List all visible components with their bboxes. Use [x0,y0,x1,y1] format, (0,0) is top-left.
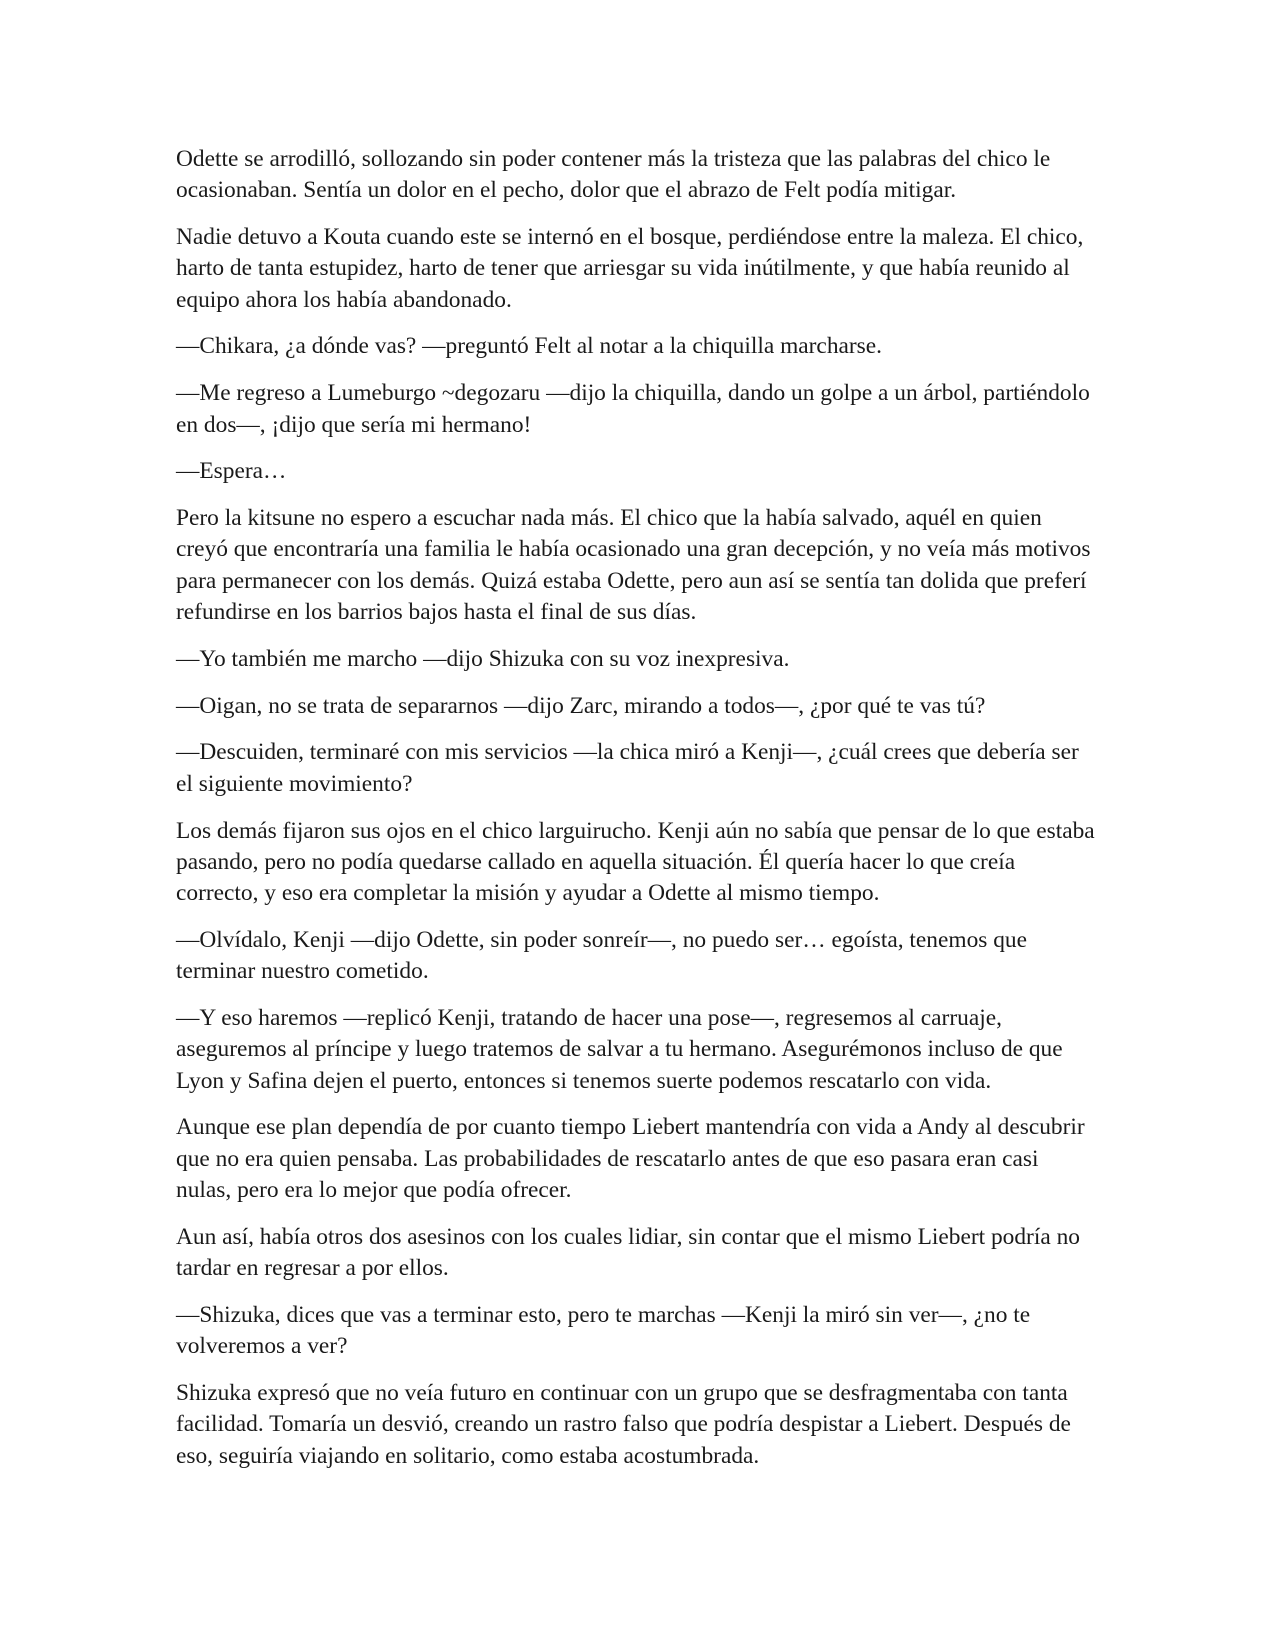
paragraph: —Yo también me marcho —dijo Shizuka con su voz inexpresiva. [176,645,790,672]
paragraph: —Me regreso a Lumeburgo ~degozaru —dijo la chiquilla, dando un golpe a un árbol, partiéndolo en dos—, ¡dijo que sería mi hermano! [176,380,1090,438]
paragraph: Shizuka expresó que no veía futuro en continuar con un grupo que se desfragmentaba con tanta facilidad. Tomaría un desvió, creando un rastro falso que podría despistar a Liebert. Después de eso, seguiría viajando en solitario, como estaba acostumbrada. [176,1380,1071,1469]
paragraph: —Oigan, no se trata de separarnos —dijo Zarc, mirando a todos—, ¿por qué te vas tú? [176,692,986,719]
paragraph: Nadie detuvo a Kouta cuando este se internó en el bosque, perdiéndose entre la maleza. El chico, harto de tanta estupidez, harto de tener que arriesgar su vida inútilmente, y que había reunido al equipo ahora los había abandonado. [176,224,1084,313]
paragraph: —Chikara, ¿a dónde vas? —preguntó Felt al notar a la chiquilla marcharse. [176,333,883,360]
paragraph: Aunque ese plan dependía de por cuanto tiempo Liebert mantendría con vida a Andy al descubrir que no era quien pensaba. Las probabilidades de rescatarlo antes de que eso pasara eran casi nulas, pero era lo mejor que podía ofrecer. [176,1114,1085,1204]
document-body [176,144,1096,1487]
paragraph: —Shizuka, dices que vas a terminar esto, pero te marchas —Kenji la miró sin ver—, ¿no te volveremos a ver? [176,1301,1031,1360]
paragraph: Odette se arrodilló, sollozando sin poder contener más la tristeza que las palabras del chico le ocasionaban. Sentía un dolor en el pecho, dolor que el abrazo de Felt podía mitigar. [176,146,1051,204]
paragraph: —Olvídalo, Kenji —dijo Odette, sin poder sonreír—, no puedo ser… egoísta, tenemos que terminar nuestro cometido. [176,926,1027,985]
paragraph: Aun así, había otros dos asesinos con los cuales lidiar, sin contar que el mismo Liebert podría no tardar en regresar a por ellos. [176,1223,1080,1282]
paragraph: Pero la kitsune no espero a escuchar nada más. El chico que la había salvado, aquél en quien creyó que encontraría una familia le había ocasionado una gran decepción, y no veía más motivos para permanecer con los demás. Quizá estaba Odette, pero aun así se sentía tan dolida que preferí refundirse en los barrios bajos hasta el final de sus días. [176,505,1091,626]
paragraph: Los demás fijaron sus ojos en el chico larguirucho. Kenji aún no sabía que pensar de lo que estaba pasando, pero no podía quedarse callado en aquella situación. Él quería hacer lo que creía correcto, y eso era completar la misión y ayudar a Odette al mismo tiempo. [176,817,1095,907]
paragraph: —Espera… [176,458,287,485]
paragraph: —Y eso haremos —replicó Kenji, tratando de hacer una pose—, regresemos al carruaje, aseguremos al príncipe y luego tratemos de salvar a tu hermano. Asegurémonos incluso de que Lyon y Safina dejen el puerto, entonces si tenemos suerte podemos rescatarlo con vida. [176,1005,1063,1094]
paragraph: —Descuiden, terminaré con mis servicios —la chica miró a Kenji—, ¿cuál crees que debería ser el siguiente movimiento? [176,739,1079,797]
